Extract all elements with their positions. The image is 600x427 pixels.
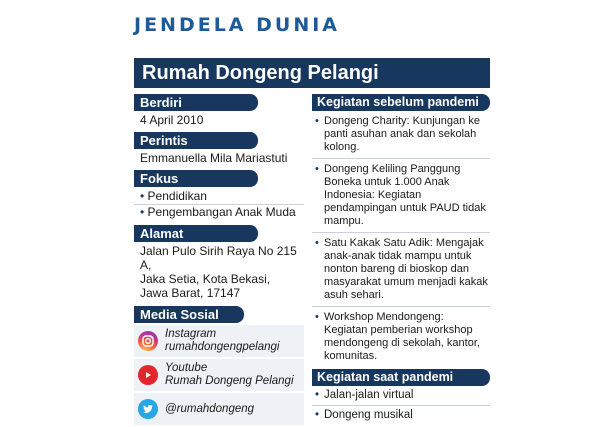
alamat-line: Jawa Barat, 17147 (140, 286, 241, 300)
alamat-value (134, 244, 304, 300)
brand-title: JENDELA DUNIA (134, 14, 341, 36)
media-sosial-label: Media Sosial (134, 306, 244, 323)
saat-pandemi-label: Kegiatan saat pandemi (312, 369, 490, 386)
twitter-icon (138, 399, 158, 419)
activity-item: • Workshop Mendongeng: Kegiatan pemberian workshop mendongeng di sekolah, kantor, komunitas. (312, 307, 490, 367)
instagram-platform: Instagram (165, 328, 217, 340)
youtube-icon (138, 365, 158, 385)
instagram-handle: rumahdongengpelangi (165, 341, 280, 353)
fokus-label: Fokus (134, 170, 258, 187)
pandemic-activity-item: • Dongeng musikal (312, 406, 490, 425)
instagram-link[interactable] (134, 325, 304, 357)
activity-item: • Dongeng Keliling Panggung Boneka untuk 1.000 Anak Indonesia: Kegiatan pendampingan untuk PAUD tidak mampu. (312, 159, 490, 233)
berdiri-label: Berdiri (134, 94, 258, 111)
pandemic-activity-item: • Jalan-jalan virtual (312, 386, 490, 406)
fokus-item: • Pendidikan (134, 189, 304, 205)
youtube-handle: Rumah Dongeng Pelangi (165, 375, 294, 387)
profile-column (134, 94, 304, 427)
youtube-link[interactable] (134, 359, 304, 391)
activities-column (312, 94, 490, 425)
alamat-line: Jaka Setia, Kota Bekasi, (140, 272, 271, 286)
youtube-platform: Youtube (165, 362, 208, 374)
berdiri-value: 4 April 2010 (140, 113, 204, 127)
activity-item: • Dongeng Charity: Kunjungan ke panti asuhan anak dan sekolah kolong. (312, 111, 490, 159)
alamat-line: Jalan Pulo Sirih Raya No 215 A, (140, 244, 297, 272)
alamat-label: Alamat (134, 225, 258, 242)
perintis-label: Perintis (134, 132, 258, 149)
sebelum-pandemi-label: Kegiatan sebelum pandemi (312, 94, 490, 111)
perintis-value: Emmanuella Mila Mariastuti (140, 151, 288, 165)
activity-item: • Satu Kakak Satu Adik: Mengajak anak-anak tidak mampu untuk nonton bareng di bioskop dan masyarakat umum menjadi kakak asuh sehari. (312, 233, 490, 307)
twitter-handle: @rumahdongeng (165, 402, 255, 415)
page-title: Rumah Dongeng Pelangi (134, 58, 490, 88)
twitter-link[interactable] (134, 393, 304, 425)
fokus-item: • Pengembangan Anak Muda (134, 205, 304, 220)
instagram-icon (138, 331, 158, 351)
